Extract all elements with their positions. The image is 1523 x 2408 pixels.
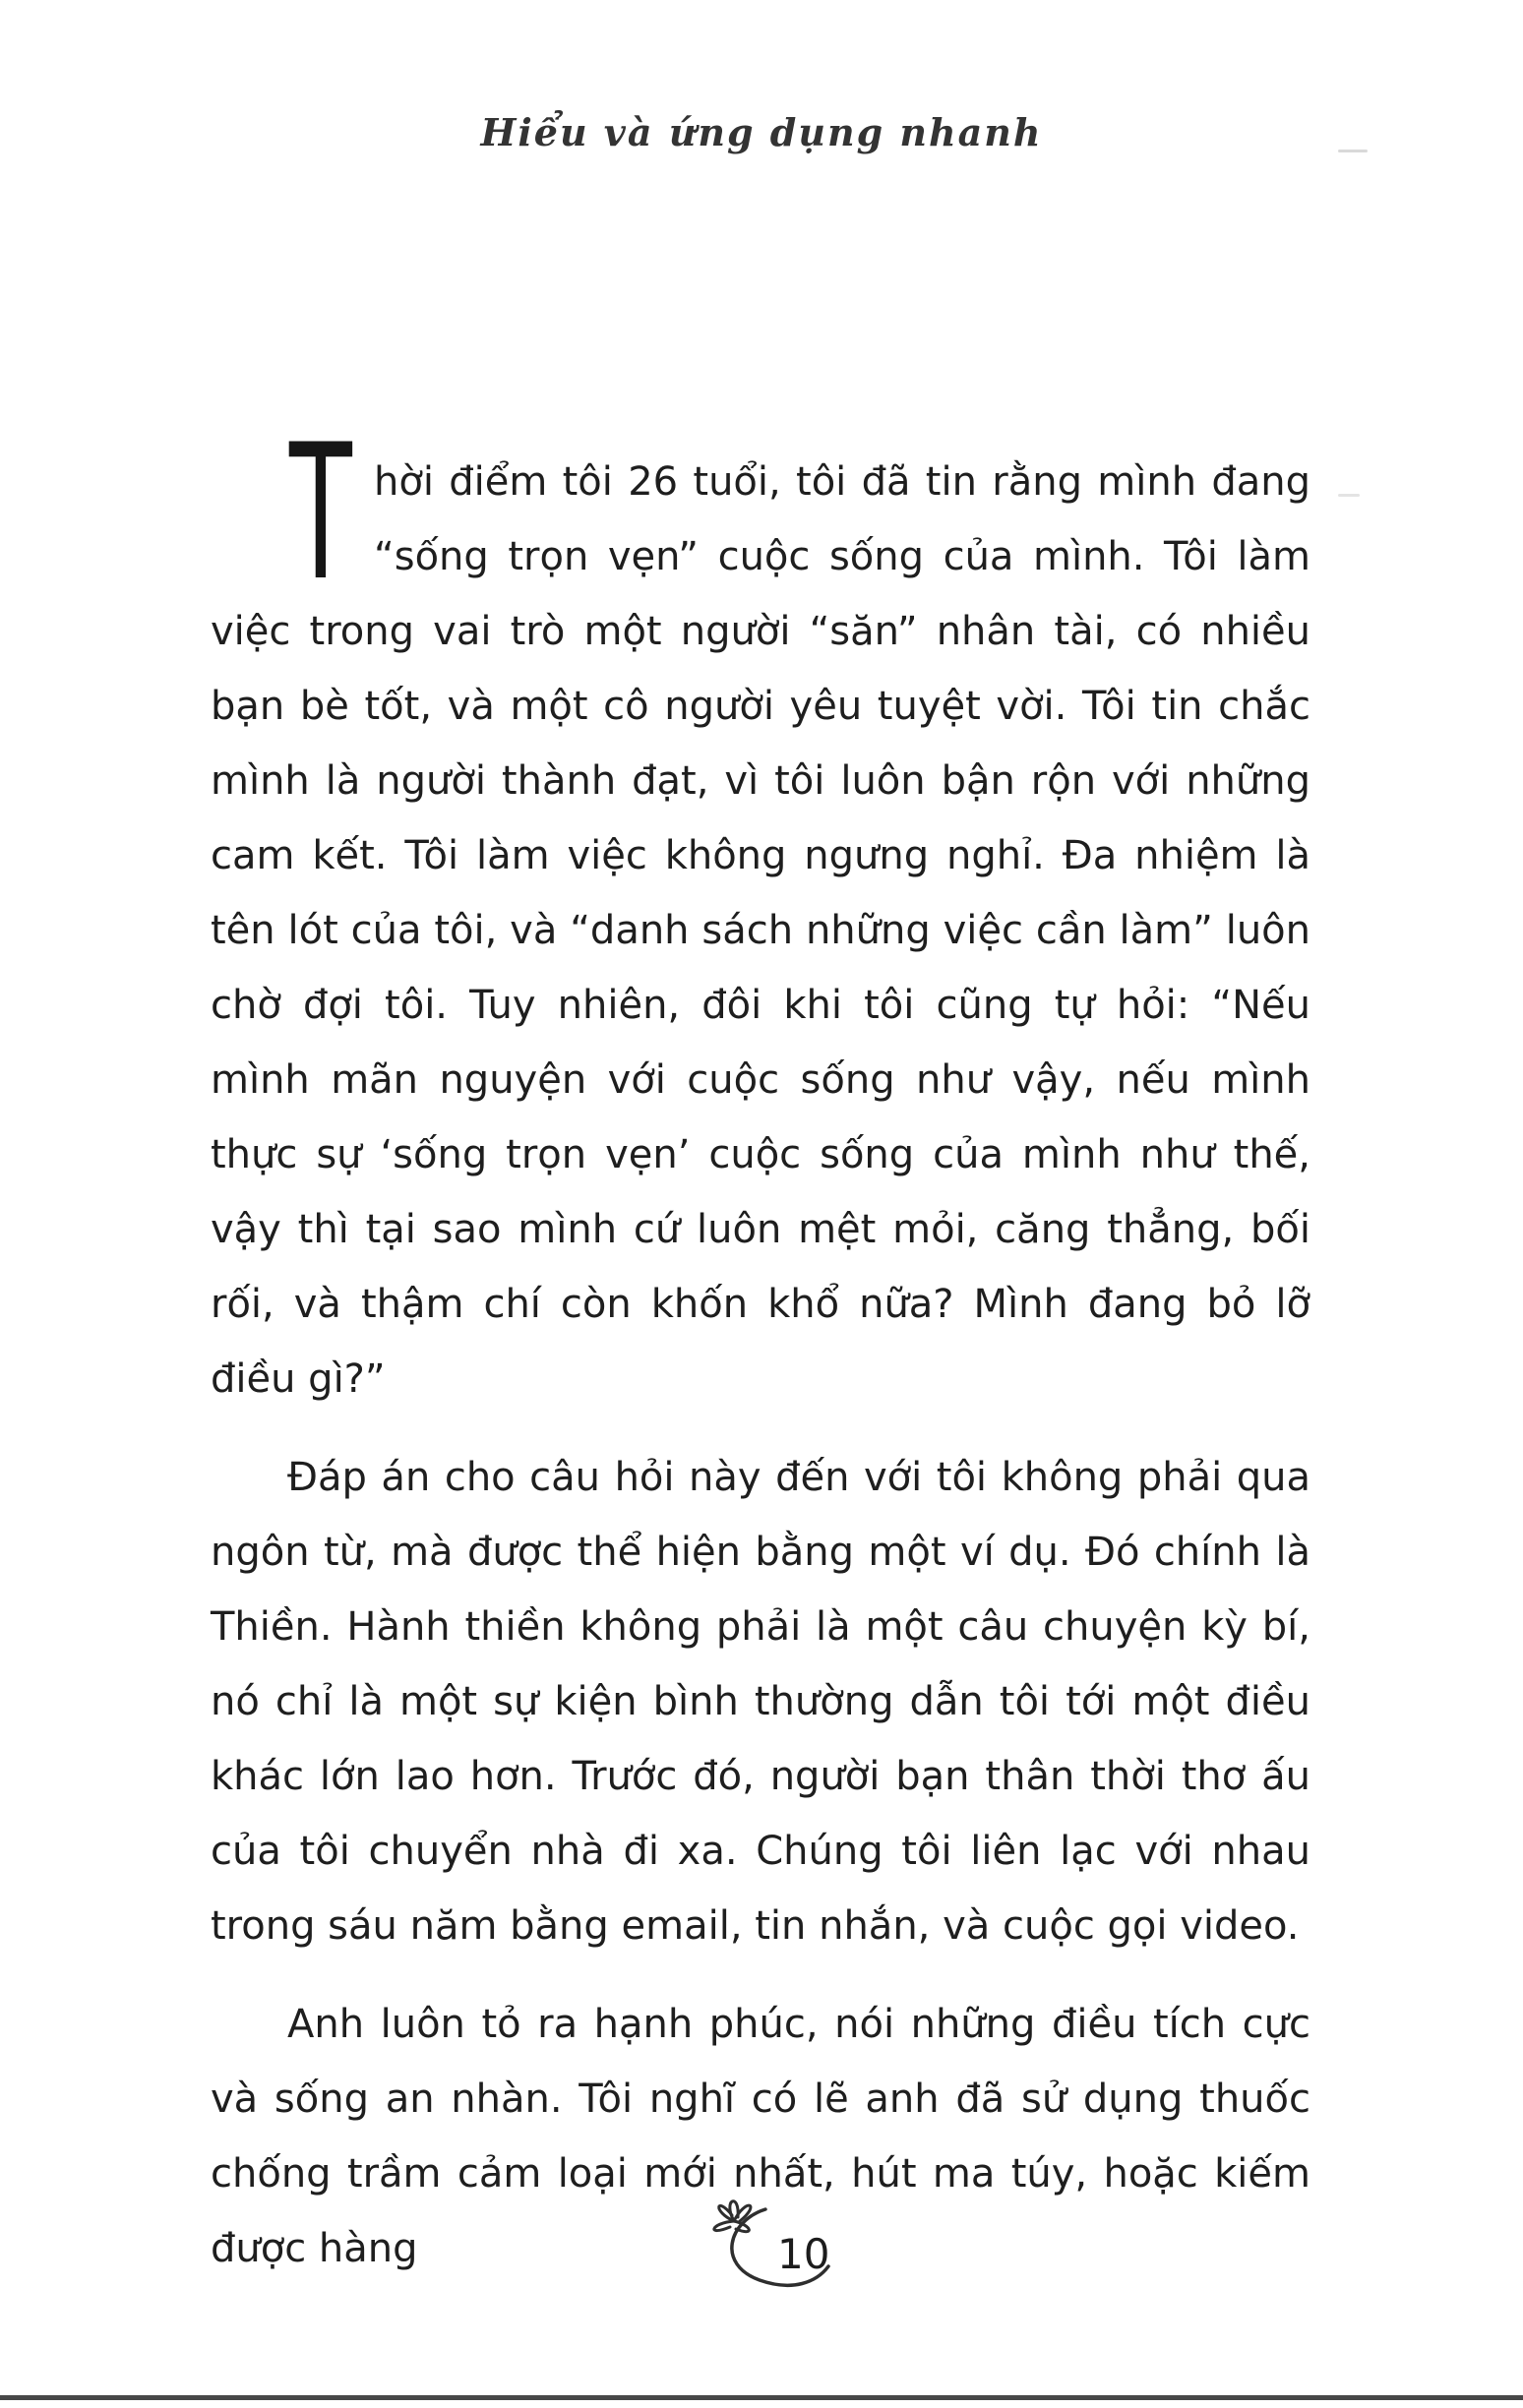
running-head: Hiểu và ứng dụng nhanh bbox=[480, 110, 1043, 154]
scan-edge-line bbox=[0, 2395, 1523, 2400]
page-footer bbox=[0, 2186, 1523, 2294]
page-body bbox=[211, 404, 1310, 2310]
paragraph-text: hời điểm tôi 26 tuổi, tôi đã tin rằng mình đang “sống trọn vẹn” cuộc sống của mình. Tôi làm việc trong vai trò một người “săn” nhân tài, có nhiều bạn bè tốt, và một cô người yêu tuyệt vời. Tôi tin chắc mình là người thành đạt, vì tôi luôn bận rộn với những cam kết. Tôi làm việc không ngưng nghỉ. Đa nhiệm là tên lót của tôi, và “danh sách những việc cần làm” luôn chờ đợi tôi. Tuy nhiên, đôi khi tôi cũng tự hỏi: “Nếu mình mãn nguyện với cuộc sống như vậy, nếu mình thực sự ‘sống trọn vẹn’ cuộc sống của mình như thế, vậy thì tại sao mình cứ luôn mệt mỏi, căng thẳng, bối rối, và thậm chí còn khốn khổ nữa? Mình đang bỏ lỡ điều gì?” bbox=[211, 459, 1310, 1402]
paragraph bbox=[211, 404, 1310, 1416]
page-number: 10 bbox=[777, 2230, 830, 2278]
paragraph: Anh luôn tỏ ra hạnh phúc, nói những điều tích cực và sống an nhàn. Tôi nghĩ có lẽ anh đã sử dụng thuốc chống trầm cảm loại mới nhất, hút ma túy, hoặc kiếm được hàng bbox=[211, 2002, 1310, 2271]
flower-ornament-icon bbox=[683, 2186, 840, 2294]
scan-artifact bbox=[1338, 150, 1368, 152]
scan-artifact bbox=[1338, 494, 1360, 497]
drop-cap: T bbox=[289, 404, 352, 622]
paragraph: Đáp án cho câu hỏi này đến với tôi không phải qua ngôn từ, mà được thể hiện bằng một ví dụ. Đó chính là Thiền. Hành thiền không phải là một câu chuyện kỳ bí, nó chỉ là một sự kiện bình thường dẫn tôi tới một điều khác lớn lao hơn. Trước đó, người bạn thân thời thơ ấu của tôi chuyển nhà đi xa. Chúng tôi liên lạc với nhau trong sáu năm bằng email, tin nhắn, và cuộc gọi video. bbox=[211, 1455, 1310, 1949]
